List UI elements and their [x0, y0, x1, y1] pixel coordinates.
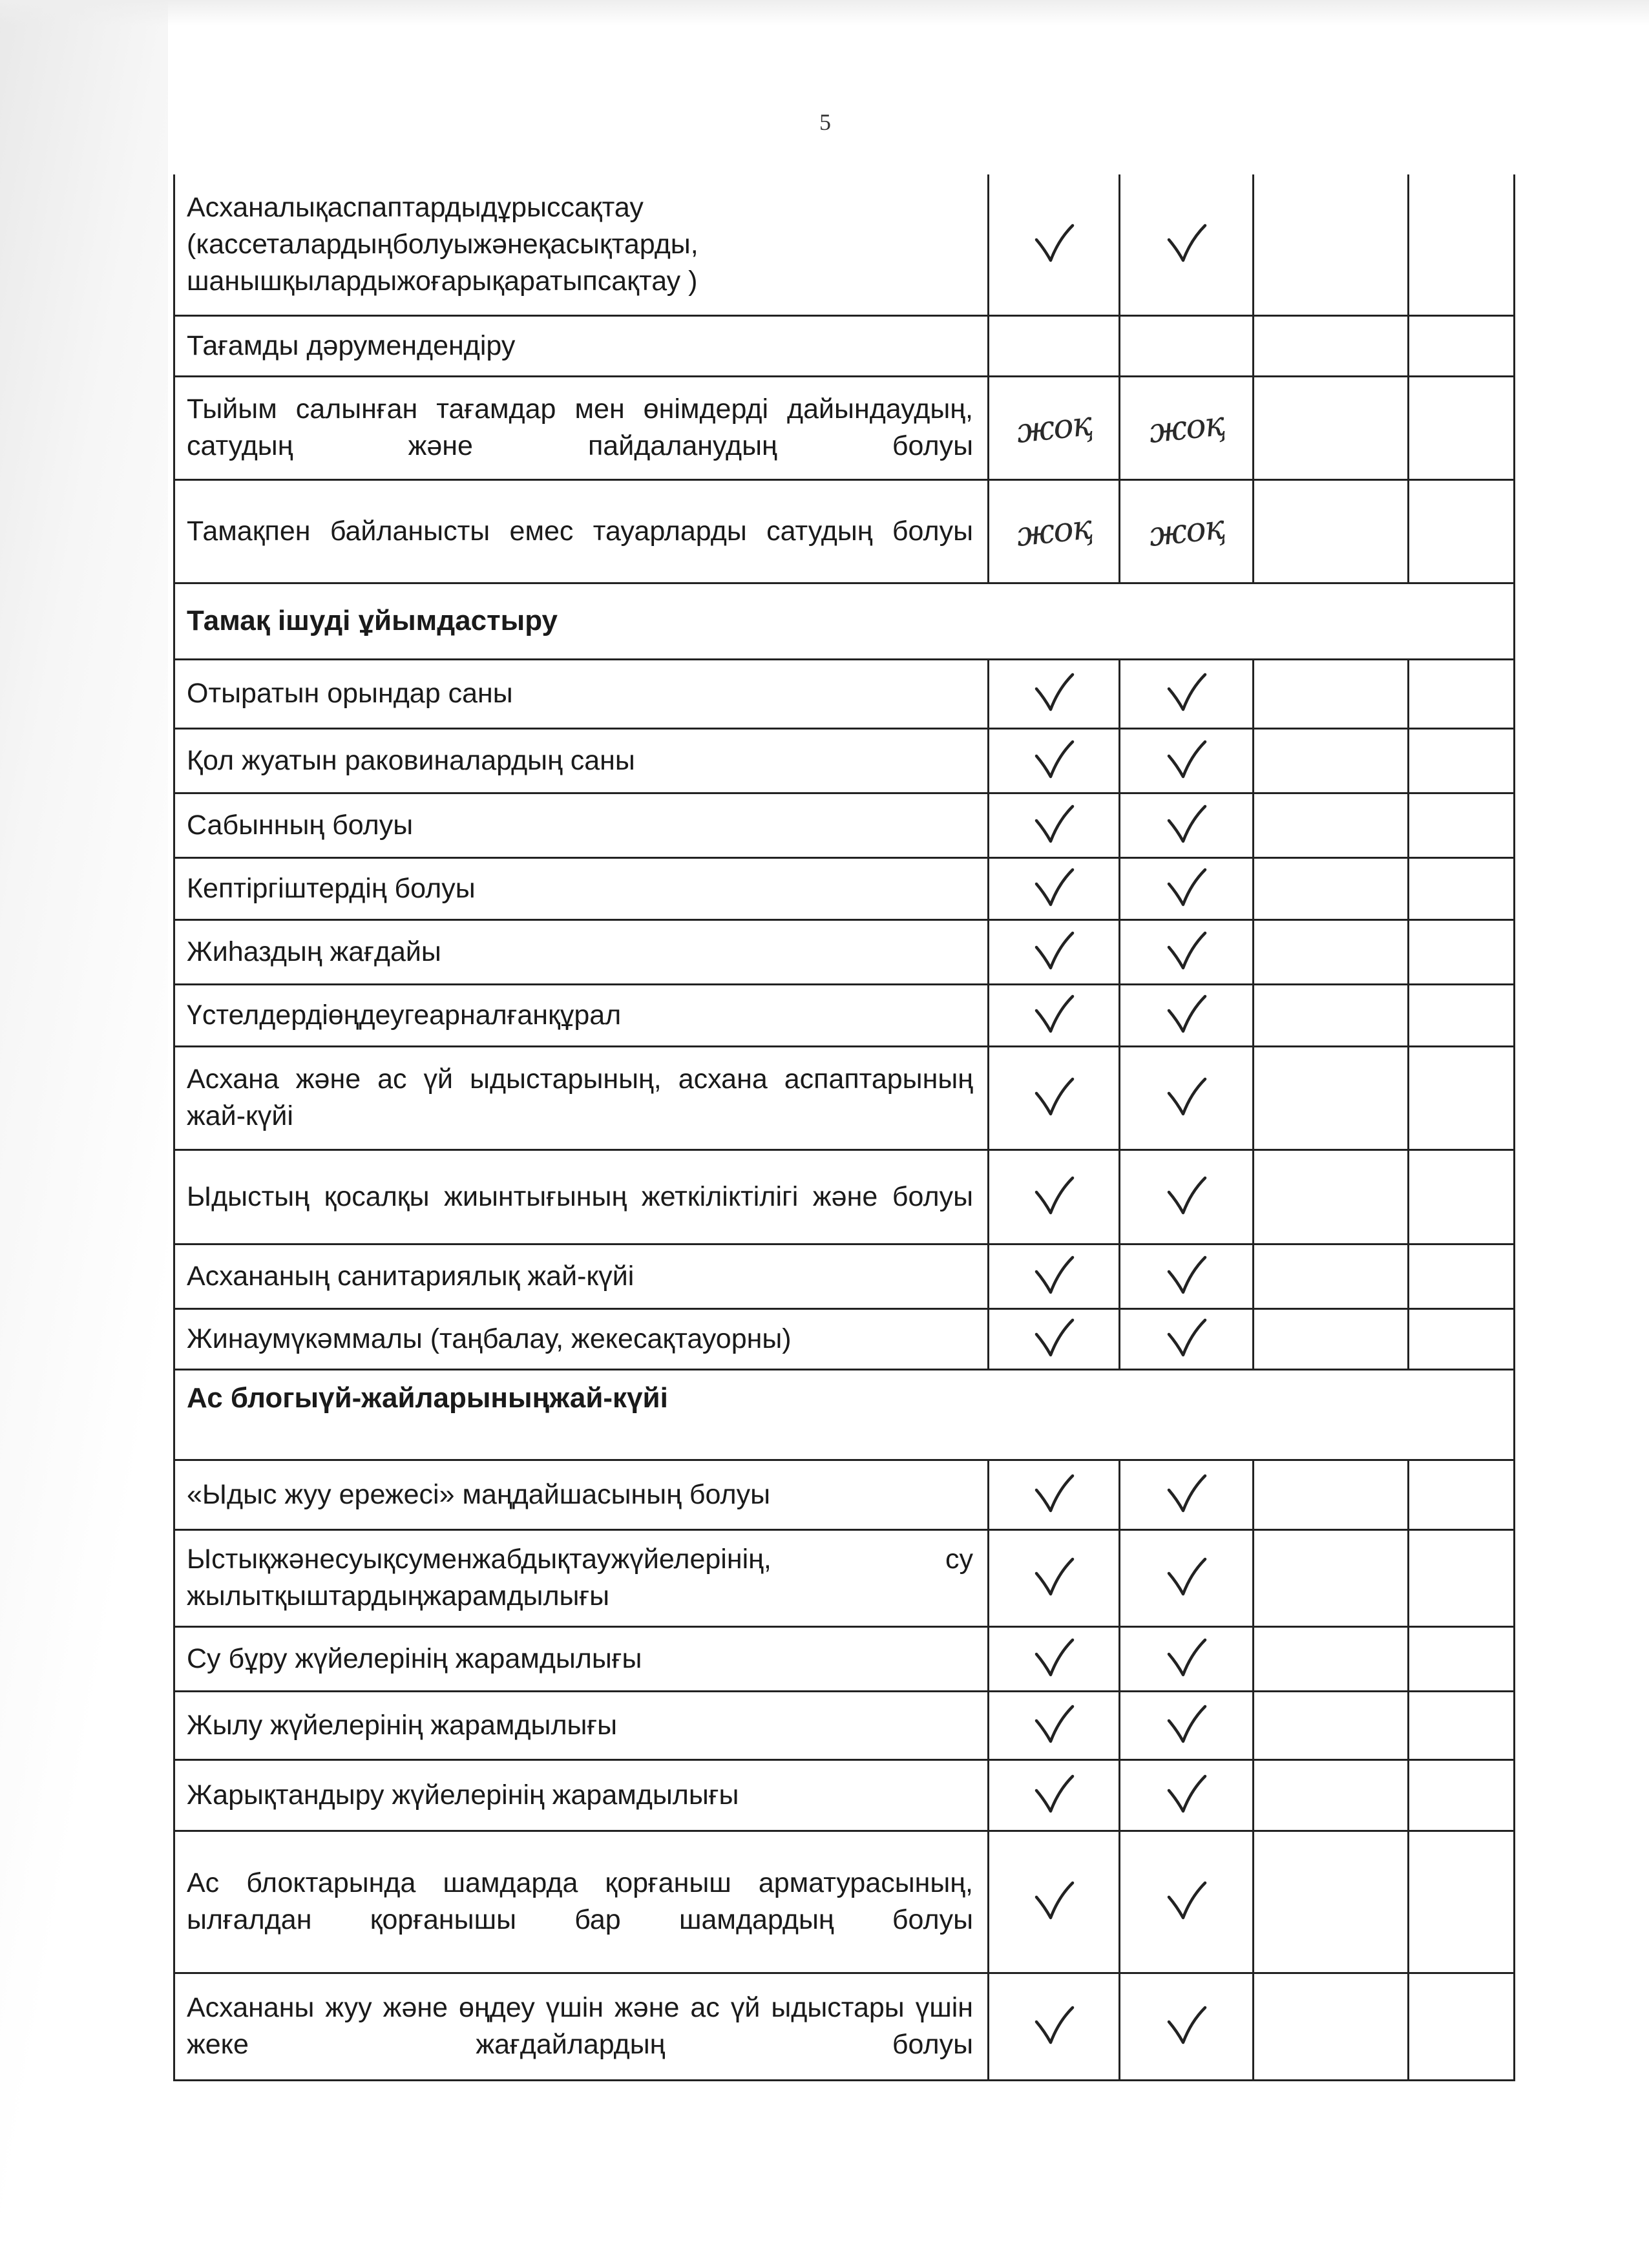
- mark-cell: [989, 1626, 1120, 1691]
- handwritten-check-icon: [1031, 991, 1077, 1036]
- mark-cell: [1120, 793, 1254, 857]
- criterion-text: Отыратын орындар саны: [174, 659, 989, 728]
- empty-cell: [1409, 793, 1515, 857]
- empty-cell: [1254, 1831, 1409, 1973]
- handwritten-check-icon: [1031, 1878, 1077, 1923]
- empty-cell: [1409, 919, 1515, 984]
- section-header-row: [174, 583, 1515, 659]
- empty-cell: [1409, 1626, 1515, 1691]
- table-row: [174, 793, 1515, 857]
- mark-cell: [1120, 1759, 1254, 1831]
- criterion-text: Асханалықаспаптардыдұрыссақтау (кассеталардыңболуыжәнеқасықтарды, шанышқылардыжоғарықаратыпсақтау ): [174, 174, 989, 315]
- scan-top-shadow: [0, 0, 1649, 26]
- handwritten-check-icon: [1031, 737, 1077, 782]
- criterion-text: Сабынның болуы: [174, 793, 989, 857]
- mark-cell: [1120, 1626, 1254, 1691]
- handwritten-check-icon: [1164, 1701, 1209, 1747]
- mark-cell: [1120, 919, 1254, 984]
- section-header-row: [174, 1369, 1515, 1460]
- handwritten-check-icon: [1031, 2002, 1077, 2048]
- criterion-text: Ыдыстың қосалқы жиынтығының жеткіліктілігі және болуы: [174, 1150, 989, 1244]
- empty-cell: [1254, 728, 1409, 793]
- mark-cell: [989, 479, 1120, 583]
- mark-cell: [989, 1150, 1120, 1244]
- mark-cell: [989, 1529, 1120, 1626]
- empty-cell: [1254, 919, 1409, 984]
- table-row: [174, 1150, 1515, 1244]
- mark-cell: [989, 1046, 1120, 1150]
- handwritten-check-icon: [1031, 669, 1077, 715]
- mark-cell: [1120, 857, 1254, 919]
- empty-cell: [1409, 1308, 1515, 1369]
- handwritten-check-icon: [1164, 1771, 1209, 1816]
- table-row: [174, 1973, 1515, 2080]
- criterion-text: Кептіргіштердің болуы: [174, 857, 989, 919]
- handwritten-check-icon: [1164, 1315, 1209, 1360]
- mark-cell: [1120, 1460, 1254, 1529]
- handwritten-check-icon: [1164, 928, 1209, 973]
- mark-cell: [1120, 1973, 1254, 2080]
- mark-cell: [989, 1460, 1120, 1529]
- table-row: [174, 1046, 1515, 1150]
- table-row: [174, 1759, 1515, 1831]
- handwritten-note: жоқ: [1147, 404, 1226, 451]
- handwritten-check-icon: [1164, 991, 1209, 1036]
- empty-cell: [1409, 984, 1515, 1046]
- handwritten-note: жоқ: [1014, 508, 1093, 554]
- scan-edge-shadow: [0, 0, 168, 2268]
- handwritten-check-icon: [1164, 801, 1209, 846]
- table-row: [174, 728, 1515, 793]
- empty-cell: [1409, 1973, 1515, 2080]
- handwritten-check-icon: [1164, 1635, 1209, 1680]
- mark-cell: [1120, 479, 1254, 583]
- criterion-text: Жылу жүйелерінің жарамдылығы: [174, 1691, 989, 1759]
- mark-cell: [1120, 174, 1254, 315]
- empty-cell: [1409, 728, 1515, 793]
- mark-cell: [1120, 728, 1254, 793]
- handwritten-check-icon: [1031, 801, 1077, 846]
- empty-cell: [1409, 1244, 1515, 1308]
- criterion-text: Жинаумүкәммалы (таңбалау, жекесақтауорны): [174, 1308, 989, 1369]
- mark-cell: [989, 659, 1120, 728]
- mark-cell: [1120, 1046, 1254, 1150]
- handwritten-check-icon: [1164, 2002, 1209, 2048]
- empty-cell: [1409, 1529, 1515, 1626]
- page-number: 5: [819, 109, 831, 135]
- empty-cell: [1254, 857, 1409, 919]
- table-row: [174, 1244, 1515, 1308]
- empty-cell: [1254, 1691, 1409, 1759]
- table-row: [174, 376, 1515, 479]
- handwritten-check-icon: [1031, 1252, 1077, 1297]
- mark-cell: [989, 857, 1120, 919]
- handwritten-check-icon: [1031, 1771, 1077, 1816]
- handwritten-check-icon: [1031, 1635, 1077, 1680]
- empty-cell: [1254, 376, 1409, 479]
- handwritten-check-icon: [1164, 1074, 1209, 1119]
- table-row: [174, 1308, 1515, 1369]
- mark-cell: [989, 315, 1120, 376]
- mark-cell: [1120, 1308, 1254, 1369]
- criterion-text: Тыйым салынған тағамдар мен өнімдерді дайындаудың, сатудың және пайдаланудың болуы: [174, 376, 989, 479]
- handwritten-note: жоқ: [1147, 508, 1226, 554]
- inspection-checklist-table: [173, 174, 1515, 2081]
- handwritten-check-icon: [1031, 928, 1077, 973]
- empty-cell: [1254, 1244, 1409, 1308]
- handwritten-check-icon: [1031, 1554, 1077, 1599]
- handwritten-check-icon: [1031, 1315, 1077, 1360]
- empty-cell: [1254, 1308, 1409, 1369]
- mark-cell: [1120, 1831, 1254, 1973]
- handwritten-check-icon: [1031, 865, 1077, 910]
- criterion-text: Жиһаздың жағдайы: [174, 919, 989, 984]
- handwritten-check-icon: [1031, 1074, 1077, 1119]
- empty-cell: [1254, 984, 1409, 1046]
- handwritten-check-icon: [1164, 1878, 1209, 1923]
- handwritten-note: жоқ: [1014, 404, 1093, 451]
- criterion-text: Су бұру жүйелерінің жарамдылығы: [174, 1626, 989, 1691]
- mark-cell: [1120, 659, 1254, 728]
- handwritten-check-icon: [1164, 1554, 1209, 1599]
- handwritten-check-icon: [1164, 1252, 1209, 1297]
- table-row: [174, 857, 1515, 919]
- mark-cell: [989, 174, 1120, 315]
- mark-cell: [1120, 1150, 1254, 1244]
- table-row: [174, 479, 1515, 583]
- empty-cell: [1254, 1626, 1409, 1691]
- mark-cell: [1120, 1529, 1254, 1626]
- handwritten-check-icon: [1164, 220, 1209, 266]
- handwritten-check-icon: [1164, 669, 1209, 715]
- table-row: [174, 1460, 1515, 1529]
- criterion-text: Ыстықжәнесуықсуменжабдықтаужүйелерінің, су жылытқыштардыңжарамдылығы: [174, 1529, 989, 1626]
- criterion-text: Асхананы жуу және өңдеу үшін және ас үй ыдыстары үшін жеке жағдайлардың болуы: [174, 1973, 989, 2080]
- table-row: [174, 174, 1515, 315]
- mark-cell: [989, 1244, 1120, 1308]
- empty-cell: [1409, 174, 1515, 315]
- empty-cell: [1409, 1691, 1515, 1759]
- mark-cell: [989, 728, 1120, 793]
- table-row: [174, 1529, 1515, 1626]
- mark-cell: [989, 984, 1120, 1046]
- empty-cell: [1254, 1460, 1409, 1529]
- table-row: [174, 659, 1515, 728]
- handwritten-check-icon: [1031, 220, 1077, 266]
- handwritten-check-icon: [1031, 1471, 1077, 1516]
- empty-cell: [1409, 315, 1515, 376]
- empty-cell: [1254, 1150, 1409, 1244]
- mark-cell: [1120, 1691, 1254, 1759]
- handwritten-check-icon: [1164, 865, 1209, 910]
- criterion-text: Тамақпен байланысты емес тауарларды сатудың болуы: [174, 479, 989, 583]
- empty-cell: [1409, 1046, 1515, 1150]
- empty-cell: [1254, 659, 1409, 728]
- empty-cell: [1254, 793, 1409, 857]
- table-row: [174, 1831, 1515, 1973]
- empty-cell: [1409, 1759, 1515, 1831]
- mark-cell: [1120, 376, 1254, 479]
- table-row: [174, 315, 1515, 376]
- criterion-text: Үстелдердіөңдеугеарналғанқұрал: [174, 984, 989, 1046]
- handwritten-check-icon: [1031, 1173, 1077, 1218]
- criterion-text: Ас блоктарында шамдарда қорғаныш арматурасының, ылғалдан қорғанышы бар шамдардың болуы: [174, 1831, 989, 1973]
- empty-cell: [1409, 1460, 1515, 1529]
- empty-cell: [1409, 659, 1515, 728]
- empty-cell: [1409, 1150, 1515, 1244]
- empty-cell: [1254, 174, 1409, 315]
- empty-cell: [1409, 376, 1515, 479]
- mark-cell: [1120, 984, 1254, 1046]
- empty-cell: [1409, 857, 1515, 919]
- table-row: [174, 1626, 1515, 1691]
- empty-cell: [1254, 1973, 1409, 2080]
- table-row: [174, 984, 1515, 1046]
- mark-cell: [989, 1308, 1120, 1369]
- criterion-text: Асхананың санитариялық жай-күйі: [174, 1244, 989, 1308]
- section-title: Ас блогыүй-жайларыныңжай-күйі: [174, 1369, 989, 1460]
- section-header-spacer: [989, 1369, 1515, 1460]
- empty-cell: [1254, 1529, 1409, 1626]
- table-row: [174, 1691, 1515, 1759]
- handwritten-check-icon: [1164, 1471, 1209, 1516]
- mark-cell: [1120, 315, 1254, 376]
- mark-cell: [989, 376, 1120, 479]
- mark-cell: [989, 1691, 1120, 1759]
- table-row: [174, 919, 1515, 984]
- mark-cell: [989, 1973, 1120, 2080]
- criterion-text: Жарықтандыру жүйелерінің жарамдылығы: [174, 1759, 989, 1831]
- mark-cell: [989, 919, 1120, 984]
- empty-cell: [1409, 479, 1515, 583]
- criterion-text: Қол жуатын раковиналардың саны: [174, 728, 989, 793]
- criterion-text: «Ыдыс жуу ережесі» маңдайшасының болуы: [174, 1460, 989, 1529]
- empty-cell: [1409, 1831, 1515, 1973]
- empty-cell: [1254, 1046, 1409, 1150]
- handwritten-check-icon: [1164, 1173, 1209, 1218]
- mark-cell: [989, 793, 1120, 857]
- empty-cell: [1254, 479, 1409, 583]
- criterion-text: Тағамды дәрумендендіру: [174, 315, 989, 376]
- criterion-text: Асхана және ас үй ыдыстарының, асхана аспаптарының жай-күйі: [174, 1046, 989, 1150]
- mark-cell: [989, 1759, 1120, 1831]
- mark-cell: [1120, 1244, 1254, 1308]
- mark-cell: [989, 1831, 1120, 1973]
- empty-cell: [1254, 1759, 1409, 1831]
- section-header-spacer: [989, 583, 1515, 659]
- handwritten-check-icon: [1164, 737, 1209, 782]
- handwritten-check-icon: [1031, 1701, 1077, 1747]
- section-title: Тамақ ішуді ұйымдастыру: [174, 583, 989, 659]
- empty-cell: [1254, 315, 1409, 376]
